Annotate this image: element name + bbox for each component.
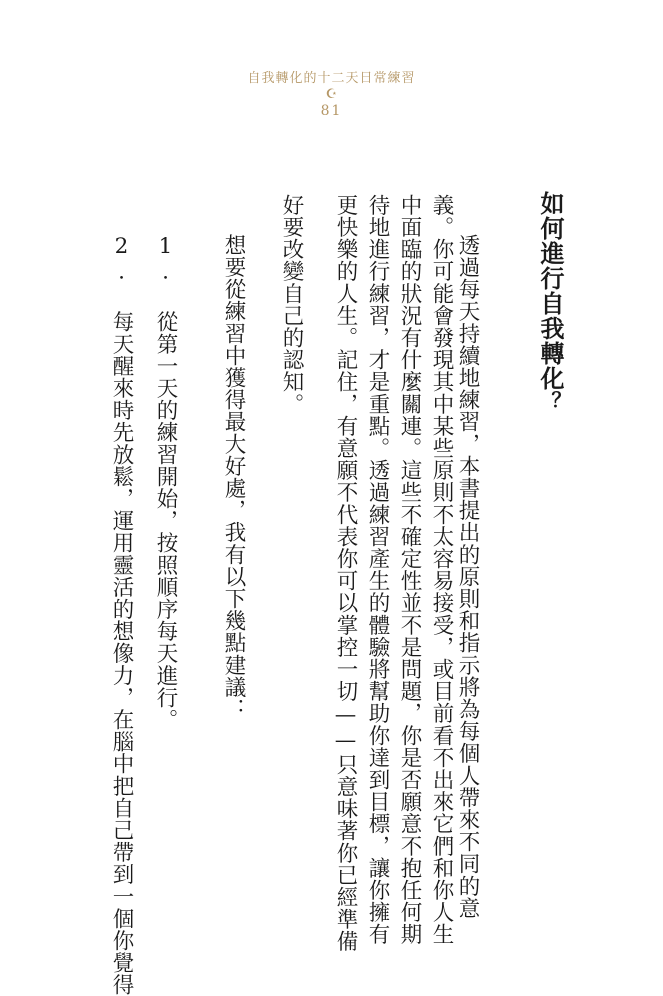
crescent-ornament-icon: ☪ [325, 87, 338, 102]
running-header [0, 70, 663, 120]
page-number: 81 [320, 103, 343, 119]
suggestion-item-1: 1. 從第一天的練習開始，按照順序每天進行。 [153, 234, 178, 731]
body-column-6: 好要改變自己的認知。 [279, 194, 304, 415]
body-column-2: 義。你可能會發現其中某些原則不太容易接受，或目前看不出來它們和你人生 [429, 194, 454, 946]
section-heading-question-mark: ？ [538, 391, 562, 412]
body-column-4: 待地進行練習，才是重點。透過練習產生的體驗將幫助你達到目標，讓你擁有 [365, 194, 390, 946]
section-heading-text: 如何進行自我轉化 [536, 191, 564, 391]
body-column-5: 更快樂的人生。記住，有意願不代表你可以掌控一切——只意味著你已經準備 [333, 194, 358, 953]
body-column-3: 中面臨的狀況有什麼關連。這些不確定性並不是問題，你是否願意不抱任何期 [397, 194, 422, 946]
body-column-1: 透過每天持續地練習，本書提出的原則和指示將為每個人帶來不同的意 [455, 234, 480, 920]
section-heading [538, 191, 562, 412]
book-title: 自我轉化的十二天日常練習 [247, 71, 416, 86]
suggestions-intro: 想要從練習中獲得最大好處，我有以下幾點建議： [221, 234, 246, 721]
suggestion-item-2: 2. 每天醒來時先放鬆，運用靈活的想像力，在腦中把自己帶到一個你覺得 [109, 234, 134, 996]
